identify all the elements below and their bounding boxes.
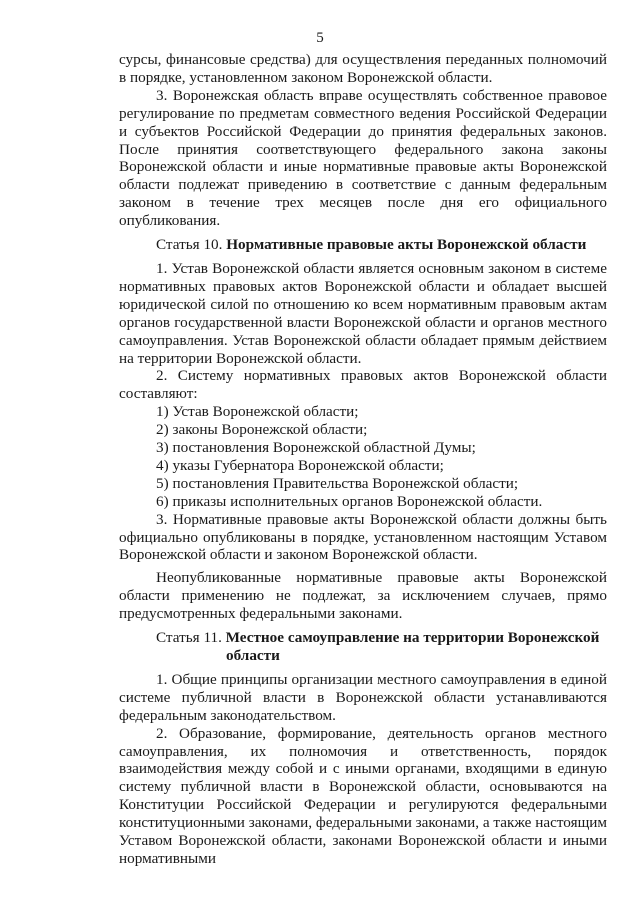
- article-11-title-continued: области: [226, 647, 280, 664]
- article-10-heading: [119, 236, 607, 254]
- document-body: [119, 51, 607, 868]
- article-10-label: Статья 10.: [156, 236, 223, 254]
- list-item: 3) постановления Воронежской областной Думы;: [156, 439, 476, 457]
- article-10-title: Нормативные правовые акты Воронежской области: [226, 236, 587, 254]
- list-item: 1) Устав Воронежской области;: [156, 403, 359, 421]
- list-item: 5) постановления Правительства Воронежской области;: [156, 474, 519, 492]
- article-10-paragraph-2: 2. Систему нормативных правовых актов Воронежской области составляют:: [119, 367, 607, 403]
- article-11-heading: [119, 629, 607, 665]
- article-10-paragraph-1: 1. Устав Воронежской области является основным законом в системе нормативных правовых актов Воронежской области и обладает высшей юридической силой по отношению ко всем нормативным правовым актам органов государственной власти Воронежской области и органов местного самоуправления. Устав Воронежской области обладает прямым действием на территории Воронежской области.: [119, 259, 607, 367]
- article-10-paragraph-4: Неопубликованные нормативные правовые акты Воронежской области применению не подлежат, за исключением случаев, прямо предусмотренных федеральными законами.: [119, 569, 607, 623]
- list-item: 2) законы Воронежской области;: [156, 421, 368, 439]
- article-11-paragraph-2: 2. Образование, формирование, деятельность органов местного самоуправления, их полномочия и ответственность, порядок взаимодействия между собой и с иными органами, входящими в единую систему публичной власти в Воронежской области, основываются на Конституции Российской Федерации и регулируются федеральными конституционными законами, федеральными законами, а также настоящим Уставом Воронежской области, законами Воронежской области и иными нормативными: [119, 724, 607, 867]
- article-11-paragraph-1: 1. Общие принципы организации местного самоуправления в единой системе публичной власти в Воронежской области устанавливаются федеральным законодательством.: [119, 670, 607, 724]
- paragraph-continuation: сурсы, финансовые средства) для осуществления переданных полномочий в порядке, установленном законом Воронежской области.: [119, 51, 607, 86]
- list-item: 6) приказы исполнительных органов Воронежской области.: [156, 492, 543, 510]
- article-11-label: Статья 11.: [156, 629, 222, 647]
- paragraph-item-3: 3. Воронежская область вправе осуществлять собственное правовое регулирование по предметам совместного ведения Российской Федерации и субъектов Российской Федерации до принятия федеральных законов. После принятия соответствующего федерального закона законы Воронежской области и иные нормативные правовые акты Воронежской области подлежат приведению в соответствие с данным федеральным законом в течение трех месяцев после дня его официального опубликования.: [119, 86, 607, 230]
- page-number: 5: [316, 30, 324, 46]
- article-11-title: Местное самоуправление на территории Воронежской: [225, 629, 600, 647]
- article-10-paragraph-3: 3. Нормативные правовые акты Воронежской области должны быть официально опубликованы в порядке, установленном настоящим Уставом Воронежской области и законом Воронежской области.: [119, 510, 607, 564]
- list-item: 4) указы Губернатора Воронежской области;: [156, 456, 444, 474]
